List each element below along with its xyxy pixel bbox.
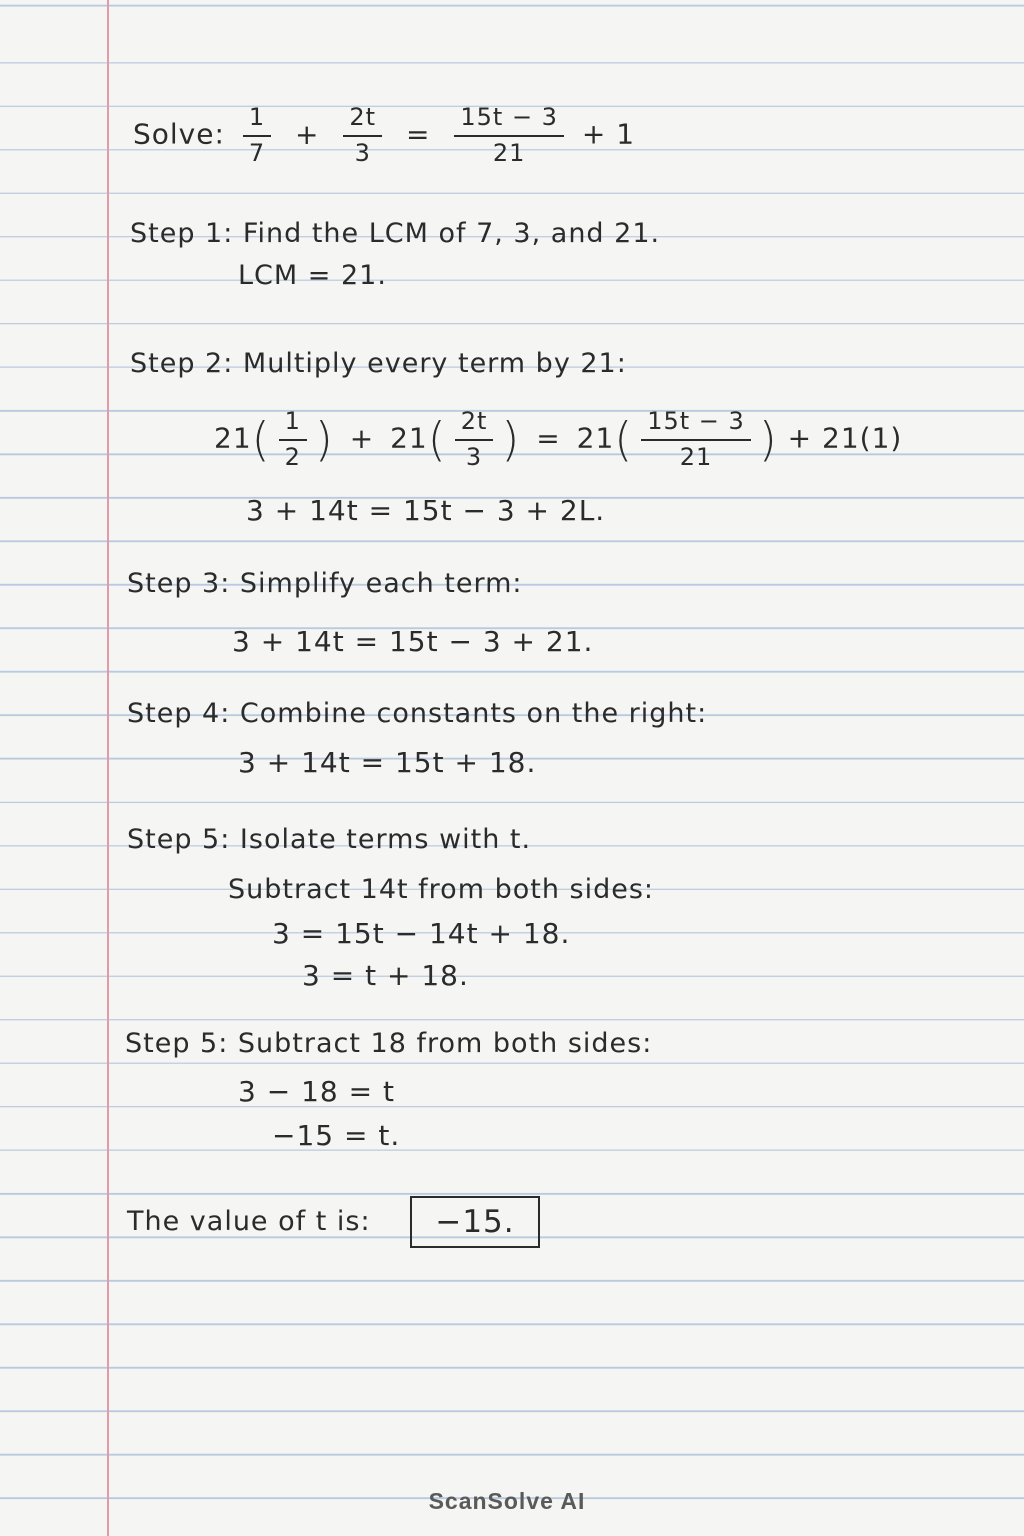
answer-box <box>410 1196 540 1248</box>
step6-heading: Step 5: Subtract 18 from both sides: <box>125 1028 653 1059</box>
step5-line3: 3 = t + 18. <box>302 959 469 992</box>
fraction-numerator: 1 <box>279 408 307 441</box>
step2-fraction-2 <box>455 408 494 471</box>
fraction-numerator: 2t <box>455 408 494 441</box>
fraction-numerator: 15t − 3 <box>641 408 751 441</box>
step6-line1: 3 − 18 = t <box>238 1075 395 1108</box>
answer-label: The value of t is: <box>127 1206 371 1237</box>
step4-line1: 3 + 14t = 15t + 18. <box>238 746 537 779</box>
step2-line2: 3 + 14t = 15t − 3 + 2L. <box>246 494 606 527</box>
problem-fraction-2 <box>343 104 382 167</box>
open-paren: ( <box>614 412 634 467</box>
open-paren: ( <box>427 412 447 467</box>
problem-fraction-3 <box>454 104 564 167</box>
coefficient: 21 <box>214 421 252 455</box>
fraction-denominator: 3 <box>354 138 371 167</box>
step2-fraction-1 <box>279 408 307 471</box>
fraction-denominator: 7 <box>248 138 266 167</box>
fraction-denominator: 21 <box>679 442 713 471</box>
answer-value: −15. <box>435 1204 515 1240</box>
close-paren: ) <box>758 412 778 467</box>
fraction-numerator: 15t − 3 <box>454 104 564 137</box>
close-paren: ) <box>501 412 521 467</box>
step5-heading: Step 5: Isolate terms with t. <box>127 824 532 855</box>
step1-line1: LCM = 21. <box>238 260 387 291</box>
problem-tail: + 1 <box>581 117 636 151</box>
problem-label: Solve: <box>133 117 225 151</box>
step2-heading: Step 2: Multiply every term by 21: <box>130 348 627 379</box>
problem-fraction-1 <box>243 104 271 167</box>
fraction-numerator: 2t <box>343 104 382 137</box>
step3-line1: 3 + 14t = 15t − 3 + 21. <box>232 625 594 658</box>
fraction-denominator: 3 <box>465 442 483 471</box>
coefficient: 21 <box>390 421 428 455</box>
equals-sign: = <box>536 421 561 455</box>
equals-sign: = <box>405 117 431 151</box>
step1-heading: Step 1: Find the LCM of 7, 3, and 21. <box>130 218 661 249</box>
plus-sign: + <box>295 117 320 151</box>
watermark-logo: ScanSolve AI <box>428 1488 586 1514</box>
fraction-denominator: 21 <box>492 138 526 167</box>
plus-sign: + <box>349 421 375 455</box>
margin-line <box>107 0 109 1536</box>
step5-line2: 3 = 15t − 14t + 18. <box>272 917 571 950</box>
step2-equation <box>214 408 902 471</box>
coefficient: 21 <box>576 421 615 455</box>
step6-line2: −15 = t. <box>272 1119 401 1152</box>
close-paren: ) <box>314 412 334 467</box>
problem-equation <box>133 104 635 167</box>
step2-tail: + 21(1) <box>787 421 903 455</box>
fraction-denominator: 2 <box>284 442 301 471</box>
step3-heading: Step 3: Simplify each term: <box>127 568 523 599</box>
step5-line1: Subtract 14t from both sides: <box>228 874 654 905</box>
step4-heading: Step 4: Combine constants on the right: <box>127 698 708 729</box>
open-paren: ( <box>251 412 271 467</box>
fraction-numerator: 1 <box>243 104 271 137</box>
step2-fraction-3 <box>641 408 751 471</box>
